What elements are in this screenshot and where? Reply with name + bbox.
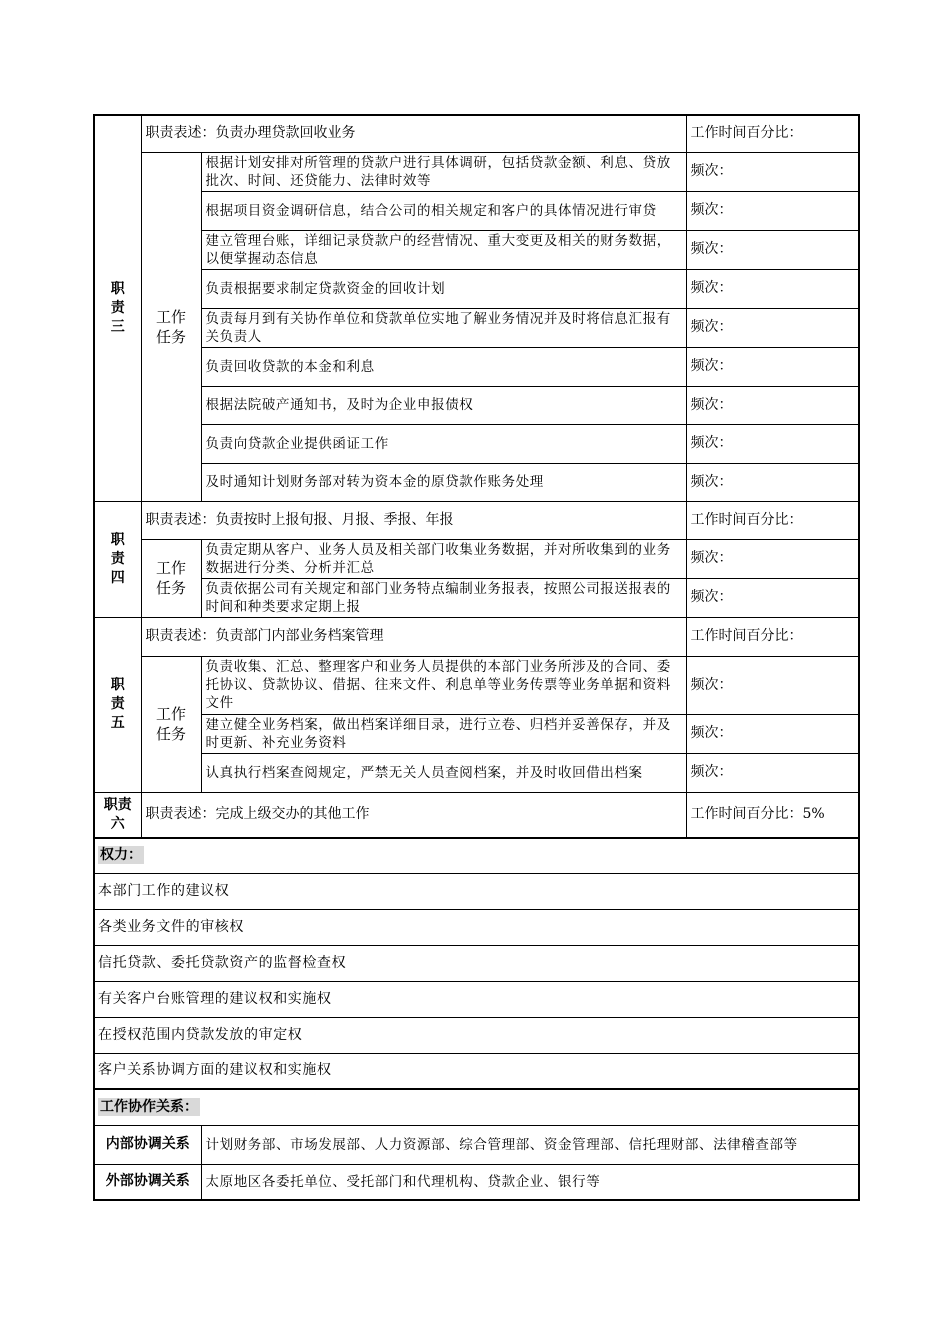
duty4-time-percent: 工作时间百分比： — [686, 501, 859, 539]
duty3-task-label-text: 工作 任务 — [155, 307, 186, 346]
task-text: 负责收集、汇总、整理客户和业务人员提供的本部门业务所涉及的合同、委托协议、贷款协议、借据、往来文件、利息单等业务传票等业务单据和资料文件 — [201, 656, 686, 714]
duty6-label — [94, 792, 141, 838]
task-row — [94, 753, 859, 792]
power-heading-row — [94, 838, 859, 873]
frequency-cell: 频次： — [686, 656, 859, 714]
task-row — [94, 463, 859, 501]
relations-heading-text: 工作协作关系： — [100, 1098, 198, 1115]
task-row — [94, 308, 859, 347]
duty3-desc-row — [94, 115, 859, 152]
power-row — [94, 873, 859, 909]
task-text: 负责定期从客户、业务人员及相关部门收集业务数据，并对所收集到的业务数据进行分类、分析并汇总 — [201, 539, 686, 578]
task-row — [94, 578, 859, 617]
power-row — [94, 909, 859, 945]
internal-relations-row — [94, 1125, 859, 1164]
duty6-time-percent: 工作时间百分比：5% — [686, 792, 859, 838]
task-text: 负责回收贷款的本金和利息 — [201, 347, 686, 386]
task-row — [94, 714, 859, 753]
duty4-description: 职责表述：负责按时上报旬报、月报、季报、年报 — [141, 501, 686, 539]
task-row — [94, 424, 859, 463]
duty4-task-label — [141, 539, 201, 617]
frequency-cell: 频次： — [686, 347, 859, 386]
task-row — [94, 386, 859, 424]
external-relations-row — [94, 1164, 859, 1200]
relations-heading-row — [94, 1089, 859, 1125]
duty4-label — [94, 501, 141, 617]
task-text: 根据项目资金调研信息，结合公司的相关规定和客户的具体情况进行审贷 — [201, 191, 686, 230]
power-row — [94, 945, 859, 981]
power-heading-text: 权力： — [100, 847, 142, 864]
duties-table — [93, 114, 860, 1201]
power-item: 在授权范围内贷款发放的审定权 — [94, 1017, 859, 1053]
duty5-time-percent: 工作时间百分比： — [686, 617, 859, 656]
duty5-task-label-text: 工作 任务 — [155, 705, 186, 743]
duty3-description: 职责表述：负责办理贷款回收业务 — [141, 115, 686, 152]
power-row — [94, 981, 859, 1017]
task-row — [94, 539, 859, 578]
external-relations-value: 太原地区各委托单位、受托部门和代理机构、贷款企业、银行等 — [201, 1164, 859, 1200]
frequency-cell: 频次： — [686, 386, 859, 424]
power-item: 有关客户台账管理的建议权和实施权 — [94, 981, 859, 1017]
power-row — [94, 1053, 859, 1089]
duty3-task-label — [141, 152, 201, 501]
duty5-description: 职责表述：负责部门内部业务档案管理 — [141, 617, 686, 656]
duty4-task-label-text: 工作 任务 — [155, 559, 186, 597]
frequency-cell: 频次： — [686, 308, 859, 347]
duty6-row — [94, 792, 859, 838]
duty5-task-label — [141, 656, 201, 792]
internal-relations-value: 计划财务部、市场发展部、人力资源部、综合管理部、资金管理部、信托理财部、法律稽查部等 — [201, 1125, 859, 1164]
task-row — [94, 152, 859, 191]
frequency-cell: 频次： — [686, 191, 859, 230]
frequency-cell: 频次： — [686, 753, 859, 792]
duty4-label-text: 职 责 四 — [110, 531, 125, 586]
frequency-cell: 频次： — [686, 578, 859, 617]
power-heading — [94, 838, 859, 873]
task-text: 负责向贷款企业提供函证工作 — [201, 424, 686, 463]
frequency-cell: 频次： — [686, 230, 859, 269]
task-text: 负责依据公司有关规定和部门业务特点编制业务报表，按照公司报送报表的时间和种类要求定期上报 — [201, 578, 686, 617]
task-text: 及时通知计划财务部对转为资本金的原贷款作账务处理 — [201, 463, 686, 501]
power-item: 信托贷款、委托贷款资产的监督检查权 — [94, 945, 859, 981]
frequency-cell: 频次： — [686, 152, 859, 191]
task-row — [94, 656, 859, 714]
power-item: 本部门工作的建议权 — [94, 873, 859, 909]
frequency-cell: 频次： — [686, 424, 859, 463]
task-text: 认真执行档案查阅规定，严禁无关人员查阅档案，并及时收回借出档案 — [201, 753, 686, 792]
frequency-cell: 频次： — [686, 714, 859, 753]
duty3-time-percent: 工作时间百分比： — [686, 115, 859, 152]
duty4-desc-row — [94, 501, 859, 539]
task-row — [94, 347, 859, 386]
duty5-label-text: 职 责 五 — [110, 677, 125, 731]
task-text: 负责根据要求制定贷款资金的回收计划 — [201, 269, 686, 308]
task-text: 负责每月到有关协作单位和贷款单位实地了解业务情况并及时将信息汇报有关负责人 — [201, 308, 686, 347]
power-item: 客户关系协调方面的建议权和实施权 — [94, 1053, 859, 1089]
task-text: 建立健全业务档案，做出档案详细目录，进行立卷、归档并妥善保存，并及时更新、补充业务资料 — [201, 714, 686, 753]
duty5-label — [94, 617, 141, 792]
frequency-cell: 频次： — [686, 463, 859, 501]
duty6-label-text: 职责 六 — [103, 796, 132, 832]
relations-heading — [94, 1089, 859, 1125]
frequency-cell: 频次： — [686, 539, 859, 578]
internal-relations-label: 内部协调关系 — [94, 1125, 201, 1164]
duty6-description: 职责表述：完成上级交办的其他工作 — [141, 792, 686, 838]
duty5-desc-row — [94, 617, 859, 656]
external-relations-label: 外部协调关系 — [94, 1164, 201, 1200]
power-row — [94, 1017, 859, 1053]
job-description-document — [93, 114, 858, 1201]
task-text: 根据计划安排对所管理的贷款户进行具体调研，包括贷款金额、利息、贷放批次、时间、还贷能力、法律时效等 — [201, 152, 686, 191]
frequency-cell: 频次： — [686, 269, 859, 308]
power-item: 各类业务文件的审核权 — [94, 909, 859, 945]
task-text: 建立管理台账，详细记录贷款户的经营情况、重大变更及相关的财务数据，以便掌握动态信息 — [201, 230, 686, 269]
task-row — [94, 269, 859, 308]
duty3-label — [94, 115, 141, 501]
task-row — [94, 191, 859, 230]
duty3-label-text: 职 责 三 — [110, 280, 125, 335]
task-row — [94, 230, 859, 269]
task-text: 根据法院破产通知书，及时为企业申报债权 — [201, 386, 686, 424]
